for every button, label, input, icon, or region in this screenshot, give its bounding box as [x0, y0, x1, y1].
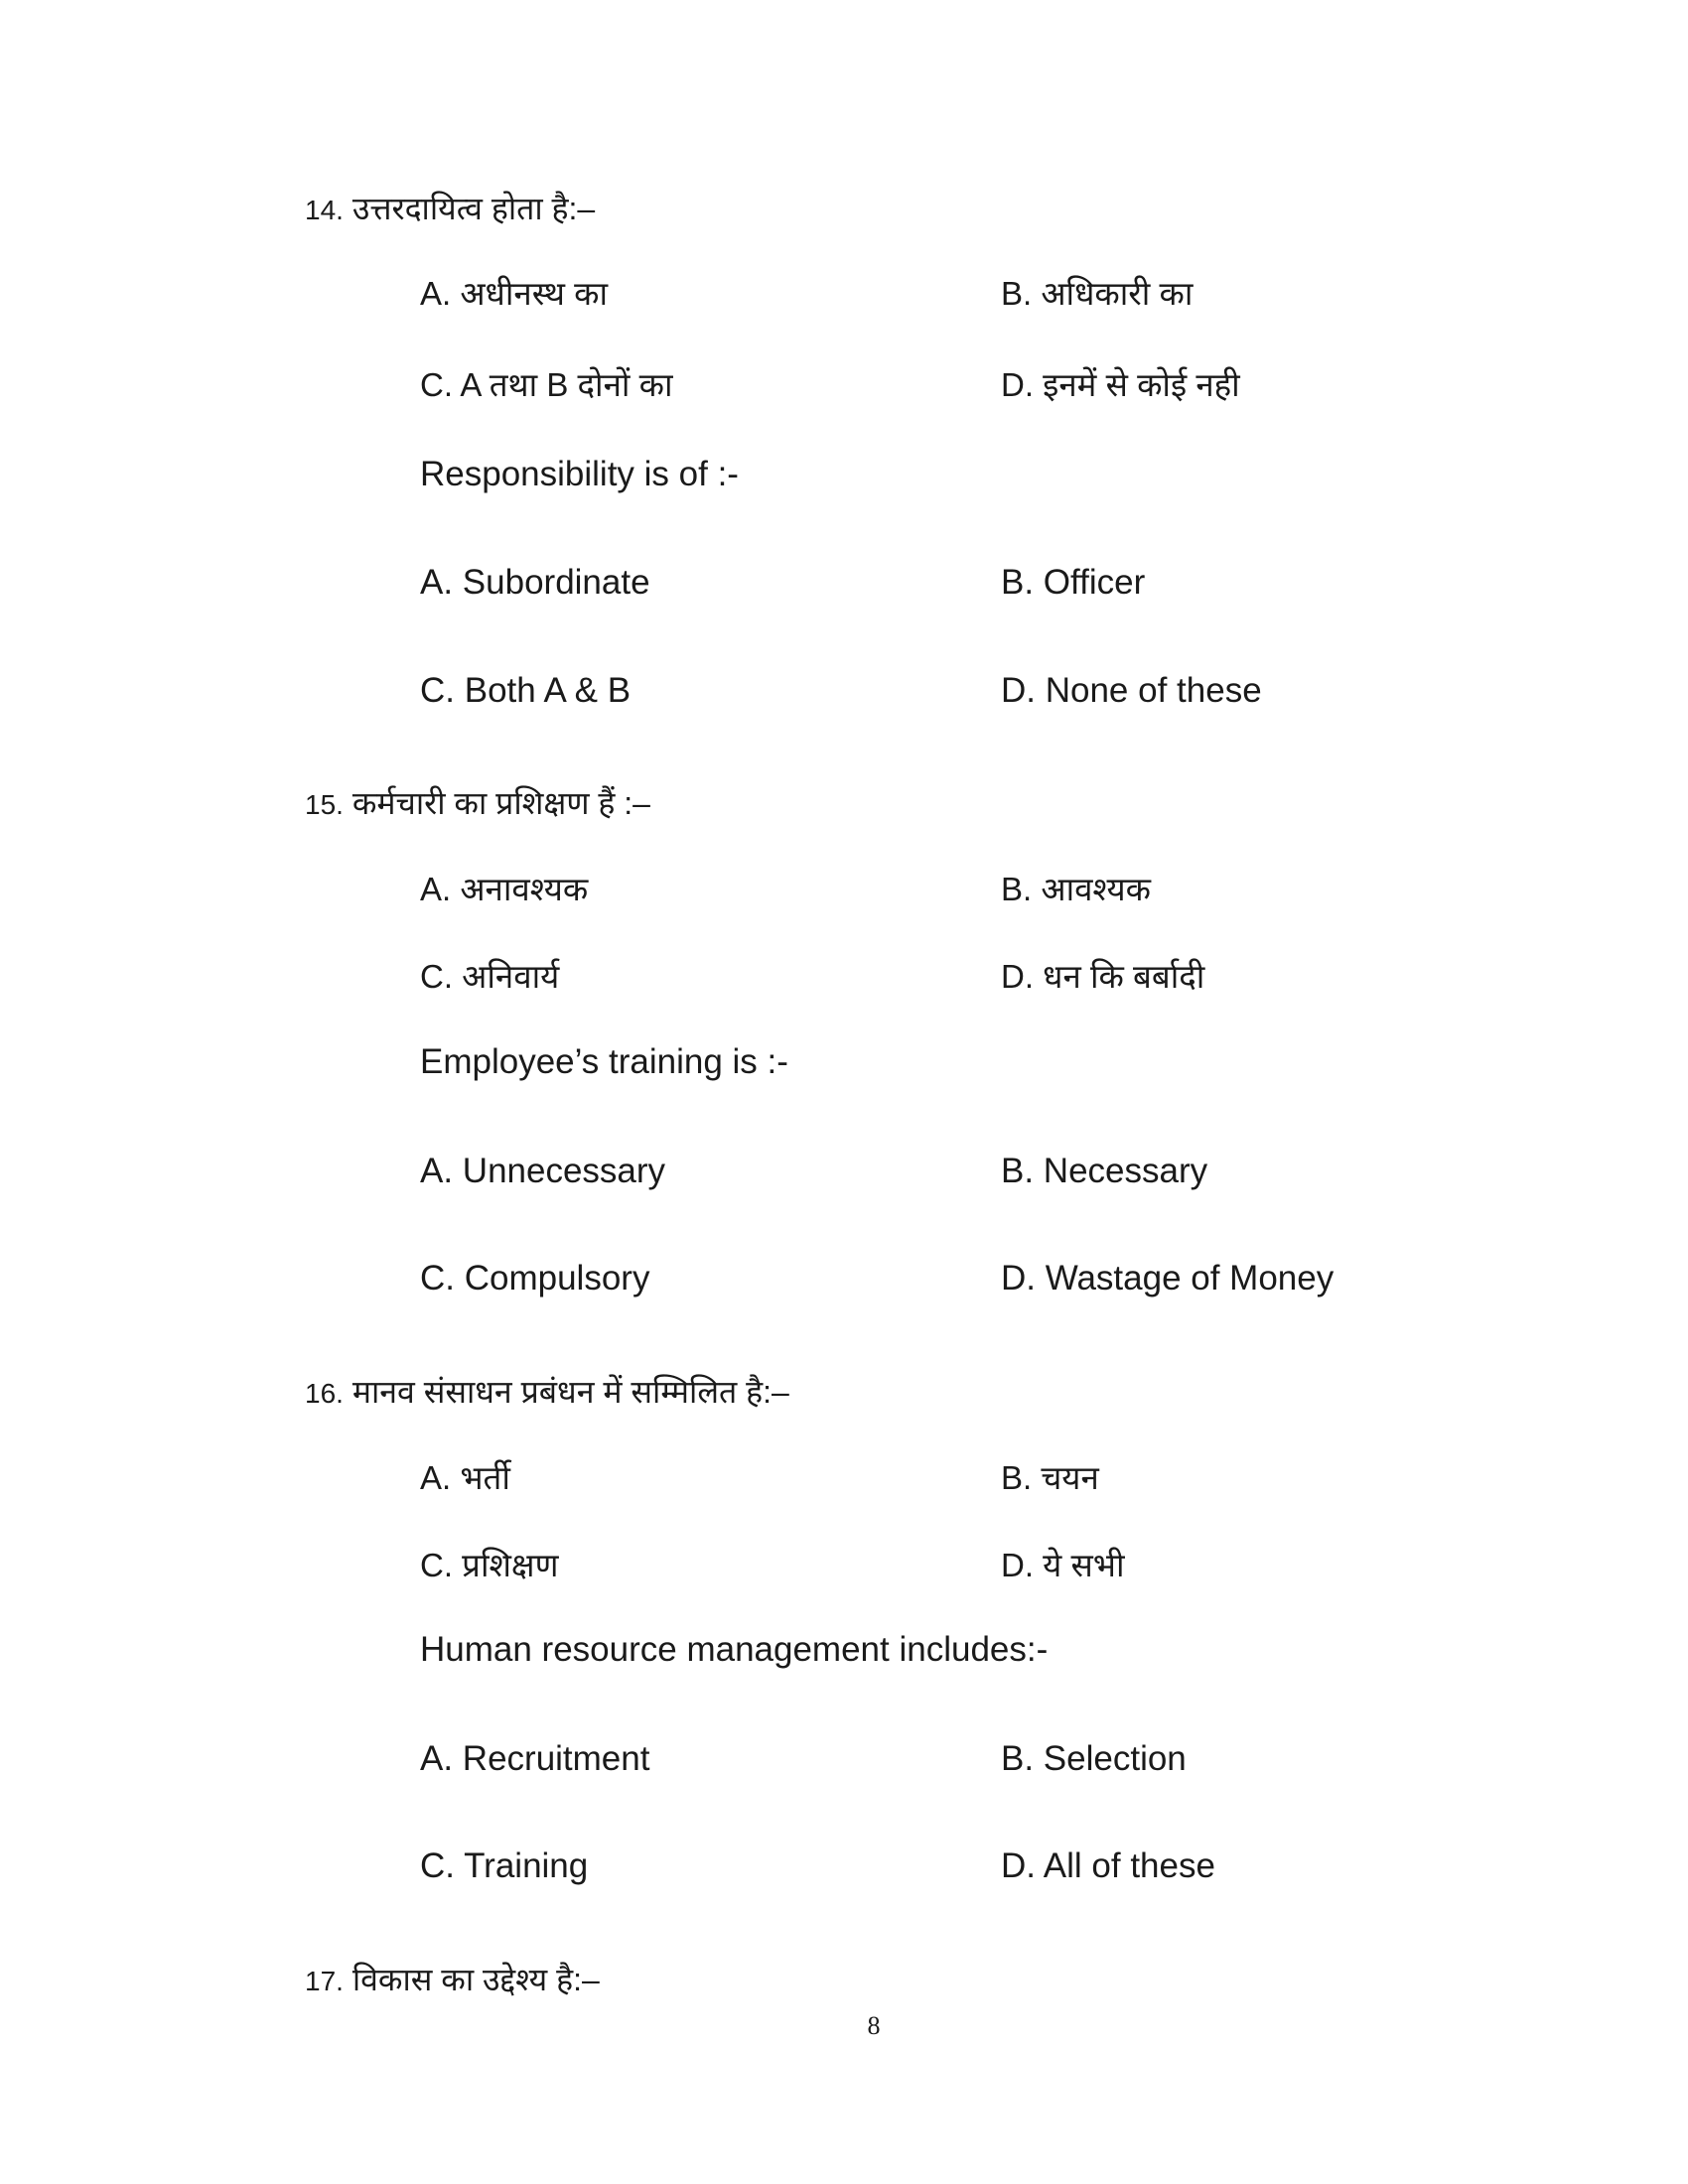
option-d-hindi: D. धन कि बर्बादी: [1001, 958, 1205, 995]
option-b-hindi: B. चयन: [1001, 1459, 1099, 1496]
question-16-stem-english: Human resource management includes:-: [420, 1630, 1049, 1669]
option-c-english: C. Training: [420, 1846, 589, 1885]
option-c-hindi: C. A तथा B दोनों का: [420, 366, 673, 403]
option-c-english: C. Both A & B: [420, 671, 632, 710]
option-d-english: D. None of these: [1001, 671, 1262, 710]
question-text: उत्तरदायित्व होता है:–: [352, 191, 596, 226]
question-15-stem-hindi: [305, 781, 650, 824]
option-c-hindi: C. अनिवार्य: [420, 958, 560, 995]
option-d-english: D. Wastage of Money: [1001, 1259, 1335, 1297]
question-number: 16.: [305, 1378, 344, 1409]
question-text: कर्मचारी का प्रशिक्षण हैं :–: [352, 785, 650, 821]
option-d-english: D. All of these: [1001, 1846, 1215, 1885]
option-c-hindi: C. प्रशिक्षण: [420, 1547, 559, 1583]
option-b-hindi: B. आवश्यक: [1001, 871, 1151, 907]
option-a-hindi: A. अधीनस्थ का: [420, 275, 609, 312]
question-number: 15.: [305, 789, 344, 820]
question-number: 14.: [305, 195, 344, 225]
question-14-stem-english: Responsibility is of :-: [420, 455, 739, 493]
option-b-english: B. Necessary: [1001, 1152, 1208, 1190]
option-b-hindi: B. अधिकारी का: [1001, 275, 1194, 312]
option-b-english: B. Officer: [1001, 563, 1146, 602]
option-a-english: A. Recruitment: [420, 1739, 650, 1778]
question-14-stem-hindi: [305, 187, 595, 229]
option-a-hindi: A. भर्ती: [420, 1459, 510, 1496]
question-15-stem-english: Employee’s training is :-: [420, 1042, 788, 1081]
page-number: 8: [867, 2011, 881, 2040]
option-d-hindi: D. इनमें से कोई नही: [1001, 366, 1240, 403]
option-d-hindi: D. ये सभी: [1001, 1547, 1125, 1583]
question-text: मानव संसाधन प्रबंधन में सम्मिलित है:–: [352, 1374, 789, 1410]
question-17-stem-hindi: [305, 1958, 600, 2000]
option-a-hindi: A. अनावश्यक: [420, 871, 589, 907]
option-a-english: A. Subordinate: [420, 563, 650, 602]
option-a-english: A. Unnecessary: [420, 1152, 666, 1190]
question-16-stem-hindi: [305, 1370, 789, 1413]
question-number: 17.: [305, 1966, 344, 1996]
option-c-english: C. Compulsory: [420, 1259, 650, 1297]
option-b-english: B. Selection: [1001, 1739, 1187, 1778]
question-text: विकास का उद्देश्य है:–: [352, 1962, 600, 1997]
